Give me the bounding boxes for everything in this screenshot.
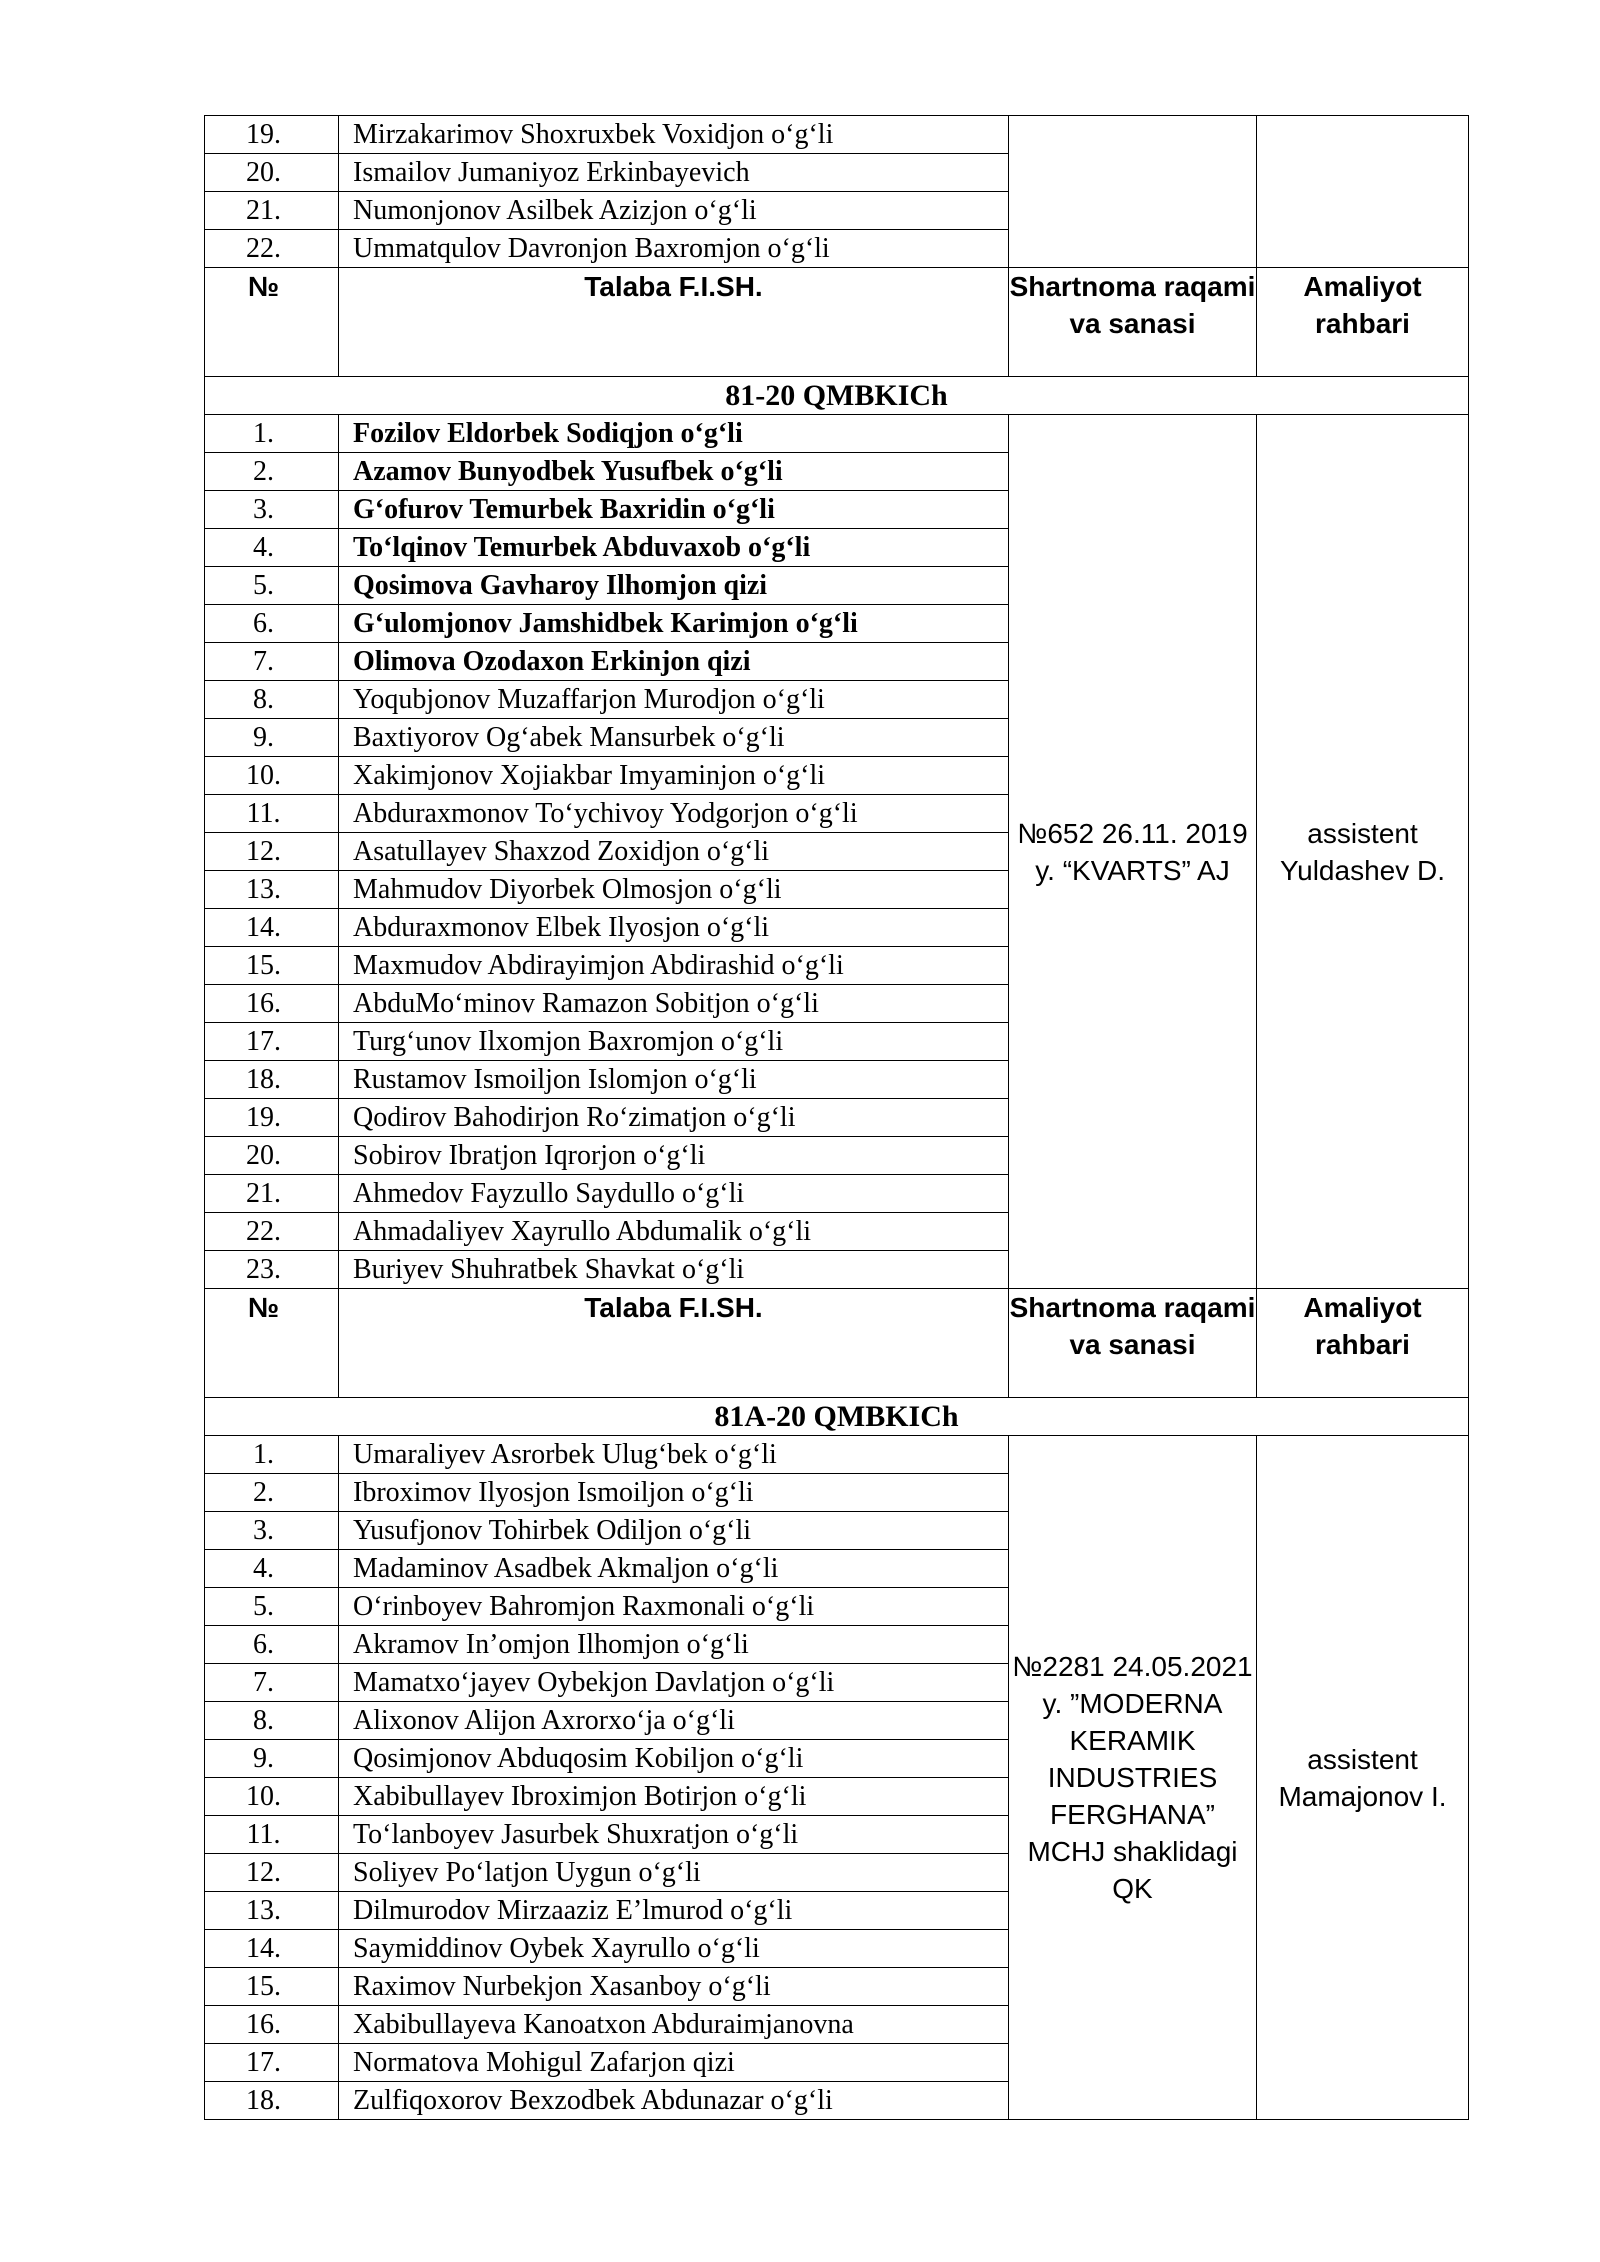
table-header-row: [205, 268, 1469, 377]
header-student-name: Talaba F.I.SH.: [339, 268, 1009, 377]
group-title: 81A-20 QMBKICh: [205, 1398, 1469, 1436]
table-row: [205, 1436, 1469, 1474]
student-name: Ahmadaliyev Xayrullo Abdumalik o‘g‘li: [339, 1213, 1009, 1251]
student-name: Madaminov Asadbek Akmaljon o‘g‘li: [339, 1550, 1009, 1588]
row-number: 5.: [205, 1588, 339, 1626]
student-name: Akramov In’omjon Ilhomjon o‘g‘li: [339, 1626, 1009, 1664]
row-number: 1.: [205, 1436, 339, 1474]
row-number: 19.: [205, 1099, 339, 1137]
student-name: Azamov Bunyodbek Yusufbek o‘g‘li: [339, 453, 1009, 491]
header-number: №: [205, 268, 339, 377]
student-name: Buriyev Shuhratbek Shavkat o‘g‘li: [339, 1251, 1009, 1289]
student-name: Ismailov Jumaniyoz Erkinbayevich: [339, 154, 1009, 192]
header-leader: Amaliyot rahbari: [1257, 1289, 1469, 1398]
row-number: 20.: [205, 154, 339, 192]
row-number: 11.: [205, 1816, 339, 1854]
student-name: Soliyev Po‘latjon Uygun o‘g‘li: [339, 1854, 1009, 1892]
row-number: 18.: [205, 1061, 339, 1099]
student-name: Saymiddinov Oybek Xayrullo o‘g‘li: [339, 1930, 1009, 1968]
student-name: Mirzakarimov Shoxruxbek Voxidjon o‘g‘li: [339, 116, 1009, 154]
row-number: 16.: [205, 985, 339, 1023]
student-name: Baxtiyorov Og‘abek Mansurbek o‘g‘li: [339, 719, 1009, 757]
table-header-row: [205, 1289, 1469, 1398]
row-number: 9.: [205, 719, 339, 757]
student-name: Raximov Nurbekjon Xasanboy o‘g‘li: [339, 1968, 1009, 2006]
row-number: 4.: [205, 1550, 339, 1588]
student-table: [204, 115, 1469, 2120]
leader-cell-empty: [1257, 116, 1469, 268]
student-name: Xabibullayeva Kanoatxon Abduraimjanovna: [339, 2006, 1009, 2044]
row-number: 1.: [205, 415, 339, 453]
row-number: 22.: [205, 230, 339, 268]
leader-cell: assistent Yuldashev D.: [1257, 415, 1469, 1289]
student-name: Xakimjonov Xojiakbar Imyaminjon o‘g‘li: [339, 757, 1009, 795]
row-number: 10.: [205, 757, 339, 795]
student-name: O‘rinboyev Bahromjon Raxmonali o‘g‘li: [339, 1588, 1009, 1626]
student-name: Numonjonov Asilbek Azizjon o‘g‘li: [339, 192, 1009, 230]
student-name: Abduraxmonov To‘ychivoy Yodgorjon o‘g‘li: [339, 795, 1009, 833]
row-number: 21.: [205, 1175, 339, 1213]
row-number: 12.: [205, 833, 339, 871]
row-number: 7.: [205, 643, 339, 681]
header-contract: Shartnoma raqami va sanasi: [1009, 1289, 1257, 1398]
row-number: 3.: [205, 1512, 339, 1550]
student-name: Dilmurodov Mirzaaziz E’lmurod o‘g‘li: [339, 1892, 1009, 1930]
contract-cell-empty: [1009, 116, 1257, 268]
header-student-name: Talaba F.I.SH.: [339, 1289, 1009, 1398]
student-name: G‘ofurov Temurbek Baxridin o‘g‘li: [339, 491, 1009, 529]
student-name: Sobirov Ibratjon Iqrorjon o‘g‘li: [339, 1137, 1009, 1175]
row-number: 3.: [205, 491, 339, 529]
student-name: Abduraxmonov Elbek Ilyosjon o‘g‘li: [339, 909, 1009, 947]
student-name: Xabibullayev Ibroximjon Botirjon o‘g‘li: [339, 1778, 1009, 1816]
student-name: Zulfiqoxorov Bexzodbek Abdunazar o‘g‘li: [339, 2082, 1009, 2120]
student-name: Umaraliyev Asrorbek Ulug‘bek o‘g‘li: [339, 1436, 1009, 1474]
student-name: Normatova Mohigul Zafarjon qizi: [339, 2044, 1009, 2082]
student-name: Ibroximov Ilyosjon Ismoiljon o‘g‘li: [339, 1474, 1009, 1512]
group-title: 81-20 QMBKICh: [205, 377, 1469, 415]
header-number: №: [205, 1289, 339, 1398]
row-number: 15.: [205, 1968, 339, 2006]
row-number: 8.: [205, 1702, 339, 1740]
row-number: 2.: [205, 453, 339, 491]
student-name: Olimova Ozodaxon Erkinjon qizi: [339, 643, 1009, 681]
student-name: Fozilov Eldorbek Sodiqjon o‘g‘li: [339, 415, 1009, 453]
student-name: Asatullayev Shaxzod Zoxidjon o‘g‘li: [339, 833, 1009, 871]
student-name: Turg‘unov Ilxomjon Baxromjon o‘g‘li: [339, 1023, 1009, 1061]
student-name: Maxmudov Abdirayimjon Abdirashid o‘g‘li: [339, 947, 1009, 985]
student-name: Mamatxo‘jayev Oybekjon Davlatjon o‘g‘li: [339, 1664, 1009, 1702]
row-number: 6.: [205, 1626, 339, 1664]
contract-cell: №652 26.11. 2019 y. “KVARTS” AJ: [1009, 415, 1257, 1289]
row-number: 17.: [205, 2044, 339, 2082]
row-number: 13.: [205, 871, 339, 909]
student-name: Qodirov Bahodirjon Ro‘zimatjon o‘g‘li: [339, 1099, 1009, 1137]
row-number: 19.: [205, 116, 339, 154]
student-table-body: [205, 116, 1469, 2120]
row-number: 23.: [205, 1251, 339, 1289]
student-name: AbduMo‘minov Ramazon Sobitjon o‘g‘li: [339, 985, 1009, 1023]
header-contract: Shartnoma raqami va sanasi: [1009, 268, 1257, 377]
contract-cell: №2281 24.05.2021 y. ”MODERNA KERAMIK INDUSTRIES FERGHANA” MCHJ shaklidagi QK: [1009, 1436, 1257, 2120]
table-row: [205, 415, 1469, 453]
row-number: 14.: [205, 1930, 339, 1968]
row-number: 18.: [205, 2082, 339, 2120]
header-leader: Amaliyot rahbari: [1257, 268, 1469, 377]
student-name: Qosimjonov Abduqosim Kobiljon o‘g‘li: [339, 1740, 1009, 1778]
student-name: Rustamov Ismoiljon Islomjon o‘g‘li: [339, 1061, 1009, 1099]
leader-cell: assistent Mamajonov I.: [1257, 1436, 1469, 2120]
row-number: 7.: [205, 1664, 339, 1702]
student-name: Mahmudov Diyorbek Olmosjon o‘g‘li: [339, 871, 1009, 909]
student-name: Qosimova Gavharoy Ilhomjon qizi: [339, 567, 1009, 605]
student-name: To‘lqinov Temurbek Abduvaxob o‘g‘li: [339, 529, 1009, 567]
table-row: [205, 116, 1469, 154]
student-name: Yoqubjonov Muzaffarjon Murodjon o‘g‘li: [339, 681, 1009, 719]
row-number: 4.: [205, 529, 339, 567]
row-number: 8.: [205, 681, 339, 719]
row-number: 5.: [205, 567, 339, 605]
group-title-row: [205, 377, 1469, 415]
row-number: 10.: [205, 1778, 339, 1816]
student-name: Ahmedov Fayzullo Saydullo o‘g‘li: [339, 1175, 1009, 1213]
student-name: Ummatqulov Davronjon Baxromjon o‘g‘li: [339, 230, 1009, 268]
student-name: Yusufjonov Tohirbek Odiljon o‘g‘li: [339, 1512, 1009, 1550]
row-number: 21.: [205, 192, 339, 230]
student-name: Alixonov Alijon Axrorxo‘ja o‘g‘li: [339, 1702, 1009, 1740]
row-number: 9.: [205, 1740, 339, 1778]
row-number: 11.: [205, 795, 339, 833]
row-number: 14.: [205, 909, 339, 947]
row-number: 12.: [205, 1854, 339, 1892]
row-number: 6.: [205, 605, 339, 643]
student-name: To‘lanboyev Jasurbek Shuxratjon o‘g‘li: [339, 1816, 1009, 1854]
row-number: 13.: [205, 1892, 339, 1930]
document-page: [204, 115, 1468, 2120]
student-name: G‘ulomjonov Jamshidbek Karimjon o‘g‘li: [339, 605, 1009, 643]
row-number: 16.: [205, 2006, 339, 2044]
row-number: 22.: [205, 1213, 339, 1251]
row-number: 17.: [205, 1023, 339, 1061]
row-number: 20.: [205, 1137, 339, 1175]
row-number: 15.: [205, 947, 339, 985]
group-title-row: [205, 1398, 1469, 1436]
row-number: 2.: [205, 1474, 339, 1512]
